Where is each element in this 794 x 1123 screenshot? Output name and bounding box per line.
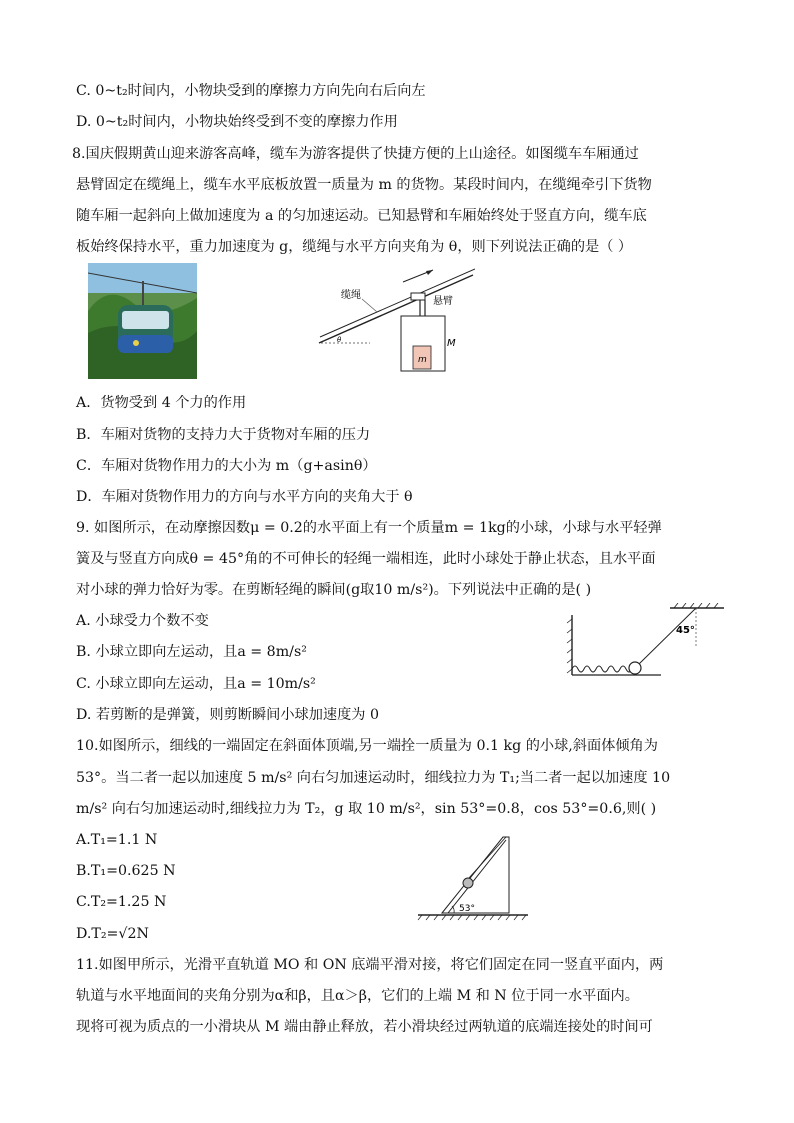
rope-label: 缆绳 — [341, 290, 361, 301]
q8-option-a: A．货物受到 4 个力的作用 — [76, 395, 247, 411]
q10-option-c: C.T₂=1.25 N — [76, 894, 167, 910]
q10-option-a: A.T₁=1.1 N — [76, 832, 158, 848]
q9-option-c: C. 小球立即向左运动，且a = 10m/s² — [76, 676, 316, 692]
arm-label: 悬臂 — [433, 296, 453, 307]
q11-line-1: 11.如图甲所示，光滑平直轨道 MO 和 ON 底端平滑对接，将它们固定在同一竖直平面内，两 — [76, 957, 664, 973]
q11-line-3: 现将可视为质点的一小滑块从 M 端由静止释放，若小滑块经过两轨道的底端连接处的时间可 — [76, 1019, 653, 1035]
option-d-prev: D. 0~t₂时间内，小物块始终受到不变的摩擦力作用 — [76, 114, 398, 130]
q9-line-3: 对小球的弹力恰好为零。在剪断轻绳的瞬间(g取10 m/s²)。下列说法中正确的是( ) — [76, 582, 592, 598]
cable-car-photo — [88, 263, 197, 379]
q9-option-d: D. 若剪断的是弹簧，则剪断瞬间小球加速度为 0 — [76, 707, 379, 723]
q9-angle-label: 45° — [676, 625, 695, 636]
q9-line-1: 9. 如图所示，在动摩擦因数μ = 0.2的水平面上有一个质量m = 1kg的小球，小球与水平轻弹 — [76, 520, 662, 536]
q9-diagram — [566, 603, 726, 683]
q9-option-b: B. 小球立即向左运动，且a = 8m/s² — [76, 644, 307, 660]
option-c-prev: C. 0~t₂时间内，小物块受到的摩擦力方向先向右后向左 — [76, 83, 426, 99]
q9-option-a: A. 小球受力个数不变 — [76, 613, 209, 629]
q8-line-2: 悬臂固定在缆绳上，缆车水平底板放置一质量为 m 的货物。某段时间内，在缆绳牵引下货物 — [76, 177, 652, 193]
q8-line-1: 8.国庆假期黄山迎来游客高峰，缆车为游客提供了快捷方便的上山途径。如图缆车车厢通过 — [72, 146, 639, 162]
q8-line-4: 板始终保持水平，重力加速度为 g，缆绳与水平方向夹角为 θ，则下列说法正确的是（ ） — [76, 239, 633, 255]
q8-option-b: B．车厢对货物的支持力大于货物对车厢的压力 — [76, 427, 371, 443]
q10-angle-label: 53° — [459, 904, 475, 914]
car-label: M — [447, 338, 456, 349]
q8-line-3: 随车厢一起斜向上做加速度为 a 的匀加速运动。已知悬臂和车厢始终处于竖直方向，缆车底 — [76, 208, 647, 224]
q10-option-b: B.T₁=0.625 N — [76, 863, 176, 879]
q10-line-1: 10.如图所示，细线的一端固定在斜面体顶端,另一端拴一质量为 0.1 kg 的小球,斜面体倾角为 — [76, 738, 658, 754]
q8-diagram — [315, 266, 475, 376]
q8-option-d: D．车厢对货物作用力的方向与水平方向的夹角大于 θ — [76, 489, 413, 505]
theta-label: θ — [337, 336, 342, 344]
q9-line-2: 簧及与竖直方向成θ = 45°角的不可伸长的轻绳一端相连，此时小球处于静止状态，且水平面 — [76, 551, 656, 567]
q10-line-2: 53°。当二者一起以加速度 5 m/s² 向右匀加速运动时，细线拉力为 T₁;当二者一起以加速度 10 — [76, 770, 671, 786]
q10-option-d: D.T₂=√2N — [76, 926, 149, 942]
q11-line-2: 轨道与水平地面间的夹角分别为α和β，且α＞β，它们的上端 M 和 N 位于同一水平面内。 — [76, 988, 639, 1004]
q8-option-c: C．车厢对货物作用力的大小为 m（g+asinθ） — [76, 458, 377, 474]
q10-diagram — [414, 833, 530, 921]
cargo-label: m — [418, 355, 427, 365]
q10-line-3: m/s² 向右匀加速运动时,细线拉力为 T₂，g 取 10 m/s²，sin 53°=0.8，cos 53°=0.6,则( ) — [76, 801, 657, 817]
